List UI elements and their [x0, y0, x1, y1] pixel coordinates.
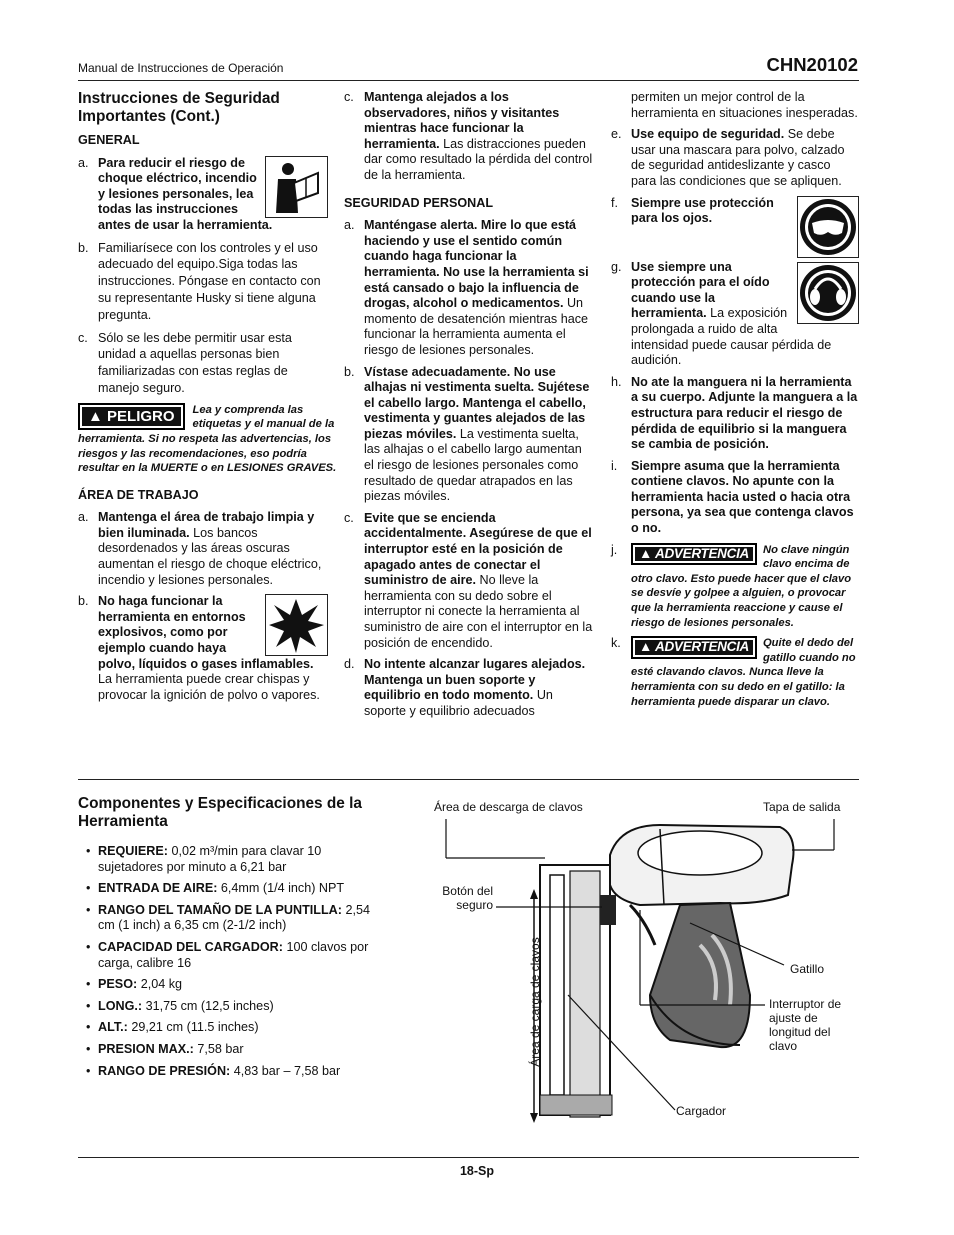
list-item [78, 510, 328, 588]
danger-label: PELIGRO [107, 407, 175, 425]
label-descarga: Área de descarga de clavos [434, 800, 583, 814]
column-2 [344, 90, 594, 726]
subhead-personal: SEGURIDAD PERSONAL [344, 195, 494, 210]
page-number: 18-Sp [459, 1164, 495, 1178]
list-item [611, 260, 859, 369]
warning-triangle-icon: ▲ [639, 639, 656, 655]
item-text: Los bancos desordenados y las áreas oscuras aumentan el riesgo de choque eléctrico, incendio y lesiones personales. [98, 525, 322, 587]
list-item [344, 657, 594, 719]
item-letter: b. [78, 594, 89, 609]
item-text: Se debe usar una mascara para polvo, calzado de seguridad antideslizante y casco para las condiciones que se apliquen. [631, 127, 845, 188]
spec-item: • CAPACIDAD DEL CARGADOR: 100 clavos por carga, calibre 16 [86, 939, 369, 970]
header-divider [78, 80, 859, 81]
item-text: La herramienta puede crear chispas y provocar la ignición de polvo o vapores. [98, 672, 320, 702]
spec-item: • LONG.: 31,75 cm (12,5 inches) [86, 998, 274, 1013]
item-letter: j. [611, 542, 618, 557]
explosion-icon [265, 594, 328, 656]
spec-item: • RANGO DEL TAMAÑO DE LA PUNTILLA: 2,54 cm (1 inch) a 6,35 cm (2-1/2 inch) [86, 902, 370, 933]
specs-section [78, 795, 378, 1085]
footer-divider [78, 1157, 859, 1158]
item-letter: c. [78, 330, 88, 345]
item-text: Las distracciones pueden dar como resultado la pérdida del control de la herramienta. [364, 136, 593, 182]
item-bold-text: Para reducir el riesgo de choque eléctrico, incendio y lesiones personales, lea todas las instrucciones antes de usar la herramienta. [98, 155, 273, 232]
danger-text-a: Lea y comprenda las etiquetas y el manual de la herramienta. [78, 403, 335, 445]
item-letter: a. [344, 218, 355, 233]
danger-muerte: MUERTE [150, 462, 198, 475]
list-item [611, 196, 859, 258]
specs-title: Componentes y Especificaciones de la Herramienta [78, 795, 362, 830]
danger-block [78, 403, 337, 476]
list-item [78, 330, 328, 397]
item-letter: b. [344, 364, 355, 379]
item-letter: d. [344, 657, 355, 672]
warning-triangle-icon: ▲ [639, 545, 656, 561]
item-letter: b. [78, 240, 89, 255]
item-bold-text: Use equipo de seguridad. [631, 127, 785, 142]
item-text: La vestimenta suelta, las alhajas o el cabello largo aumentan el riesgo de lesiones personales como resultado de quedar atrapados en las piezas móviles. [364, 426, 582, 504]
item-bold-text: No ate la manguera ni la herramienta a su cuerpo. Adjunte la manguera a la estructura para reducir el riesgo de pérdida de equilibrio si la manguera se cambia de posición. [631, 374, 858, 452]
spec-item: • PESO: 2,04 kg [86, 977, 183, 992]
label-gatillo: Gatillo [790, 962, 825, 976]
item-letter: f. [611, 195, 618, 210]
spec-item: • REQUIERE: 0,02 m³/min para clavar 10 sujetadores por minuto a 6,21 bar [86, 844, 322, 874]
item-bold-text: Manténgase alerta. Mire lo que está haciendo y use el sentido común cuando haga funcionar la herramienta. No use la herramienta si está cansado o bajo la influencia de drogas, alcohol o medicamentos. [364, 218, 589, 311]
list-item [78, 240, 328, 324]
item-text: Un momento de desatención mientras hace funcionar la herramienta aumenta el riesgo de lesiones personales. [364, 296, 589, 357]
list-item [611, 375, 859, 453]
label-cargador: Cargador [676, 1104, 727, 1118]
spec-item: • PRESION MAX.: 7,58 bar [86, 1041, 244, 1056]
item-bold-text: Mantenga alejados a los observadores, niños y visitantes mientras hace funcionar la herramienta. [364, 90, 560, 151]
ear-protection-icon [797, 262, 859, 324]
item-bold-text: Mantenga el área de trabajo limpia y bien iluminada. [98, 510, 315, 540]
subhead-area: ÁREA DE TRABAJO [78, 487, 199, 502]
item-letter: a. [78, 155, 89, 170]
warning-badge [631, 636, 757, 659]
continuation-text: permiten un mejor control de la herramienta en situaciones inesperadas. [631, 90, 858, 120]
read-manual-icon [265, 156, 328, 218]
list-item [344, 90, 594, 184]
item-bold-text: Use siempre una protección para el oído cuando use la herramienta. [631, 259, 770, 321]
eye-protection-icon [797, 196, 859, 258]
spec-item: • ALT.: 29,21 cm (11.5 inches) [86, 1020, 259, 1035]
warning-text: No clave ningún clavo encima de otro clavo. Esto puede hacer que el clavo se desvíe y golpee a alguien, o provocar que la herramienta reaccione y cause el riesgo de lesiones personales. [631, 543, 852, 629]
section-title-safety: Instrucciones de Seguridad Importantes (Cont.) [78, 90, 280, 125]
danger-text-b: Si no respeta las advertencias, los riesgos y las recomendaciones, eso podría resultar en la [78, 432, 332, 475]
section-divider [78, 779, 859, 780]
list-item [78, 594, 328, 703]
danger-badge [78, 403, 185, 431]
warning-text: Quite el dedo del gatillo cuando no esté clavando clavos. Nunca lleve la herramienta con su dedo en el gatillo: la herramienta puede disparar un clavo. [631, 637, 856, 708]
item-bold-text: No intente alcanzar lugares alejados. Mantenga un buen soporte y equilibrio en todo momento. [364, 657, 586, 703]
spec-item: • ENTRADA DE AIRE: 6,4mm (1/4 inch) NPT [86, 881, 345, 896]
item-letter: i. [611, 458, 618, 473]
item-bold-text: Evite que se encienda accidentalmente. Asegúrese de que el interruptor esté en la posición de apagado antes de conectar el suministro de aire. [364, 510, 592, 588]
column-3 [611, 90, 859, 715]
item-text: La exposición prolongada a ruido de alta intensidad puede causar pérdida de audición. [631, 306, 832, 368]
item-letter: k. [611, 636, 621, 651]
item-bold-text: No haga funcionar la herramienta en entornos explosivos, como por ejemplo cuando haya polvo, líquidos o gases inflamables. [98, 594, 314, 671]
label-interruptor: Interruptor de ajuste de longitud del clavo [769, 997, 842, 1053]
subhead-general: GENERAL [78, 133, 140, 147]
label-boton: Botón del seguro [442, 884, 493, 912]
warning-triangle-icon: ▲ [88, 407, 108, 425]
label-carga: Área de carga de clavos [528, 937, 542, 1067]
list-item [611, 127, 859, 189]
nailer-diagram [420, 795, 860, 1135]
manual-title: Manual de Instrucciones de Operación [78, 61, 284, 75]
list-item [78, 156, 328, 234]
item-letter: g. [611, 259, 622, 274]
danger-o: o en [200, 462, 224, 475]
item-bold-text: Vístase adecuadamente. No use alhajas ni vestimenta suelta. Sujétese el cabello largo. Mantenga el cabello, vestimenta y guantes alejados de las piezas móviles. [364, 364, 590, 441]
model-number: CHN20102 [766, 54, 858, 75]
item-letter: h. [611, 374, 622, 389]
item-letter: c. [344, 510, 354, 525]
item-letter: e. [611, 127, 622, 142]
specs-list [78, 844, 378, 1079]
warning-k [611, 636, 859, 709]
column-1 [78, 90, 337, 709]
warning-label: ADVERTENCIA [655, 639, 749, 655]
item-bold-text: Siempre asuma que la herramienta contiene clavos. No apunte con la herramienta hacia usted o hacia otra persona, ya sea que contenga clavos o no. [631, 458, 854, 536]
item-letter: a. [78, 510, 89, 525]
warning-label: ADVERTENCIA [655, 545, 749, 561]
list-item [611, 459, 859, 537]
list-item [344, 511, 594, 651]
list-item [344, 218, 594, 358]
item-text: Familiarísece con los controles y el uso adecuado del equipo.Siga todas las instrucciones. Póngase en contacto con su representante Husky si tiene alguna pregunta. [98, 240, 321, 322]
warning-badge [631, 543, 757, 566]
danger-lesiones: LESIONES GRAVES. [227, 462, 337, 475]
item-text: No lleve la herramienta con su dedo sobre el interruptor ni conecte la herramienta al suministro de aire con el interruptor en la posición de encendido. [364, 573, 593, 650]
label-tapa: Tapa de salida [763, 800, 841, 814]
item-bold-text: Siempre use protección para los ojos. [631, 195, 774, 226]
item-letter: c. [344, 90, 354, 104]
item-text: Sólo se les debe permitir usar esta unidad a aquellas personas bien familiarizadas con estas reglas de manejo seguro. [98, 330, 292, 395]
item-text: Un soporte y equilibrio adecuados [364, 688, 553, 718]
spec-item: • RANGO DE PRESIÓN: 4,83 bar – 7,58 bar [86, 1063, 341, 1078]
list-item [344, 365, 594, 505]
warning-j [611, 543, 859, 631]
